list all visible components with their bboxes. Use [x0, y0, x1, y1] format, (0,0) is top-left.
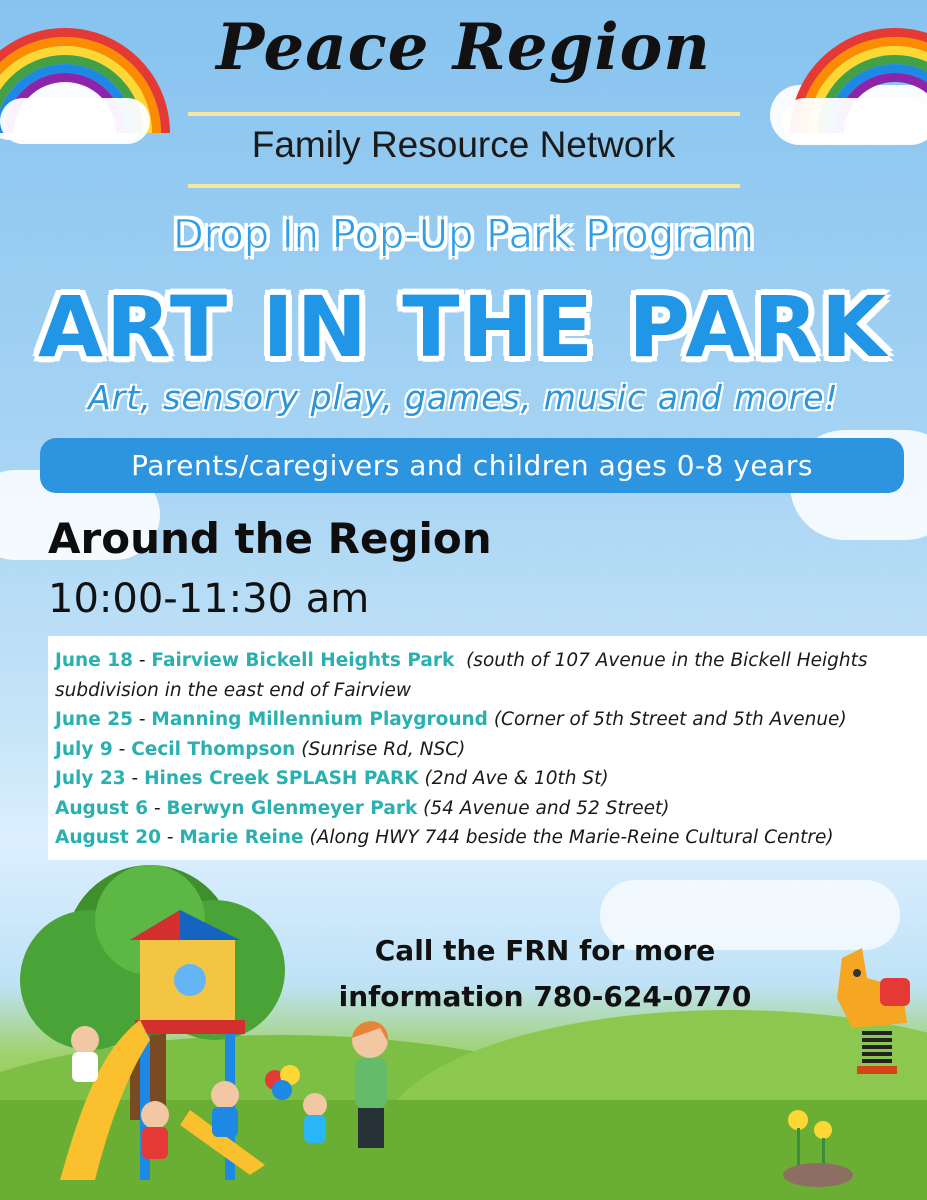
schedule-location: (2nd Ave & 10th St) [424, 768, 609, 789]
schedule-date: June 18 [55, 650, 133, 671]
schedule-list [48, 636, 927, 860]
schedule-item: June 25 - Manning Millennium Playground (Corner of 5th Street and 5th Avenue) [55, 709, 847, 730]
schedule-park: Hines Creek SPLASH PARK [144, 768, 419, 789]
divider [188, 184, 740, 188]
org-name: Peace Region [216, 10, 711, 85]
program-title: Drop In Pop-Up Park Program [172, 212, 755, 258]
schedule-park: Fairview Bickell Heights Park [151, 650, 455, 671]
schedule-item: July 9 - Cecil Thompson (Sunrise Rd, NSC) [55, 738, 466, 760]
schedule-item: June 18 - Fairview Bickell Heights Park (south of 107 Avenue in the Bickell Heights subdivision in the east end of Fairview [55, 650, 868, 701]
schedule-park: Cecil Thompson [131, 738, 296, 760]
children-icon [50, 1020, 410, 1200]
headline: ART IN THE PARK [37, 278, 890, 376]
spring-rider-icon [822, 948, 917, 1078]
schedule-location: (Sunrise Rd, NSC) [301, 738, 466, 760]
schedule-location: (Along HWY 744 beside the Marie-Reine Cultural Centre) [309, 827, 834, 848]
schedule-date: August 6 [55, 797, 149, 819]
event-time: 10:00-11:30 am [48, 576, 370, 622]
schedule-item: August 6 - Berwyn Glenmeyer Park (54 Avenue and 52 Street) [55, 797, 670, 819]
contact-line-2: information 780-624-0770 [338, 980, 752, 1013]
schedule-item: July 23 - Hines Creek SPLASH PARK (2nd Ave & 10th St) [55, 768, 609, 789]
tagline: Art, sensory play, games, music and more! [88, 378, 839, 417]
schedule-item: August 20 - Marie Reine (Along HWY 744 beside the Marie-Reine Cultural Centre) [55, 827, 834, 848]
contact-info [330, 928, 760, 1020]
schedule-location: (Corner of 5th Street and 5th Avenue) [493, 709, 847, 730]
org-subtitle: Family Resource Network [251, 124, 676, 165]
schedule-date: August 20 [55, 827, 161, 848]
schedule-park: Manning Millennium Playground [151, 709, 488, 730]
schedule-location: (54 Avenue and 52 Street) [423, 797, 670, 819]
audience-banner: Parents/caregivers and children ages 0-8 years [40, 438, 904, 493]
schedule-park: Marie Reine [179, 827, 304, 848]
flowers-icon [778, 1100, 858, 1190]
schedule-date: July 23 [55, 768, 126, 789]
contact-line-1: Call the FRN for more [374, 934, 716, 967]
schedule-location: (south of 107 Avenue in the Bickell Heights subdivision in the east end of Fairview [55, 650, 868, 701]
schedule-date: July 9 [55, 738, 113, 760]
region-heading: Around the Region [48, 514, 492, 563]
schedule-park: Berwyn Glenmeyer Park [166, 797, 418, 819]
divider [188, 112, 740, 116]
schedule-date: June 25 [55, 709, 133, 730]
